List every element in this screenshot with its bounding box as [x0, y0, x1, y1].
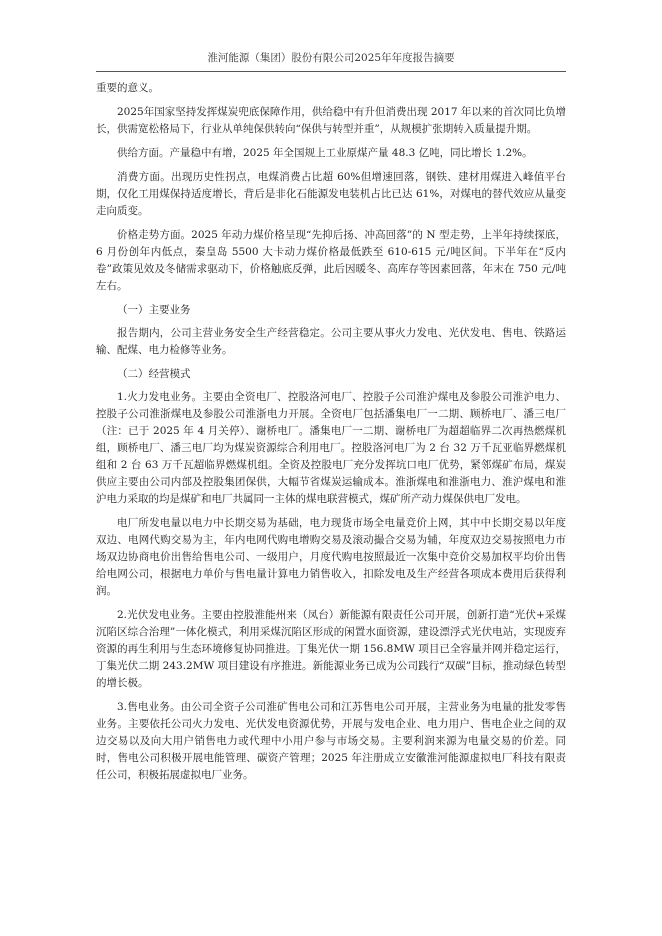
paragraph-power-trading: 电厂所发电量以电力中长期交易为基础，电力现货市场全电量竞价上网，其中中长期交易以年度双边、电网代购交易为主，年内电网代购电增购交易及滚动撮合交易为辅，年度双边交易按照电力市场双边协商电价出售给售电公司、一级用户，月度代购电按照最近一次集中竞价交易加权平均价出售给电网公司，根据电力单价与售电量计算电力销售收入，扣除发电及生产经营各项成本费用后获得利润。 — [96, 517, 566, 597]
document-body — [96, 80, 566, 791]
section-heading-main-business: （一）主要业务 — [117, 304, 191, 316]
paragraph-consumption: 消费方面。出现历史性拐点，电煤消费占比超 60%但增速回落，钢铁、建材用煤进入峰值平台期，仅化工用煤保持适度增长，背后是非化石能源发电装机占比已达 61%，对煤电的替代效应从量变走向质变。 — [96, 171, 566, 217]
section-heading-business-model: （二）经营模式 — [117, 368, 191, 380]
paragraph-main-business: 报告期内，公司主营业务安全生产经营稳定。公司主要从事火力发电、光伏发电、售电、铁路运输、配煤、电力检修等业务。 — [96, 327, 566, 356]
paragraph-price-trend: 价格走势方面。2025 年动力煤价格呈现“先抑后扬、冲高回落”的 N 型走势，上半年持续探底，6 月份创年内低点，秦皇岛 5500 大卡动力煤价格最低跌至 610-615 元/吨区间。下半年在“反内卷”政策见效及冬储需求驱动下，价格触底反弹，此后因暖冬、高库存等因素回落，年末在 750 元/吨左右。 — [96, 229, 566, 292]
page-header — [96, 50, 566, 72]
paragraph-continuation: 重要的意义。 — [96, 82, 159, 94]
paragraph-electricity-sales: 3.售电业务。由公司全资子公司淮矿售电公司和江苏售电公司开展，主营业务为电量的批发零售业务。主要依托公司火力发电、光伏发电资源优势，开展与发电企业、电力用户、售电企业之间的双边交易以及向大用户销售电力或代理中小用户参与市场交易。主要利润来源为电量交易的价差。同时，售电公司积极开展电能管理、碳资产管理；2025 年注册成立安徽淮河能源虚拟电厂科技有限责任公司，积极拓展虚拟电厂业务。 — [96, 701, 566, 781]
report-title: 淮河能源（集团）股份有限公司2025年年度报告摘要 — [207, 52, 455, 64]
paragraph-thermal-power: 1.火力发电业务。主要由全资电厂、控股洛河电厂、控股子公司淮沪煤电及参股公司淮沪电力、控股子公司淮浙煤电及参股公司淮浙电力开展。全资电厂包括潘集电厂一二期、顾桥电厂、潘三电厂（注：已于 2025 年 4 月关停）、谢桥电厂。潘集电厂一二期、谢桥电厂为超超临界二次再热燃煤机组，顾桥电厂、潘三电厂均为煤炭资源综合利用电厂。控股洛河电厂为 2 台 32 万千瓦亚临界燃煤机组和 2 台 63 万千瓦超临界燃煤机组。全资及控股电厂充分发挥坑口电厂优势，紧邻煤矿布局，煤炭供应主要由公司内部及控股集团保供，大幅节省煤炭运输成本。淮浙煤电和淮浙电力、淮沪煤电和淮沪电力采取的均是煤矿和电厂共属同一主体的煤电联营模式，煤矿所产动力煤保供电厂发电。 — [96, 391, 566, 505]
paragraph-industry-overview: 2025年国家坚持发挥煤炭兜底保障作用，供给稳中有升但消费出现 2017 年以来的首次同比负增长，供需宽松格局下，行业从单纯保供转向“保供与转型并重”，从规模扩张期转入质量提升期。 — [96, 106, 566, 135]
paragraph-solar-power: 2.光伏发电业务。主要由控股淮能州来（凤台）新能源有限责任公司开展，创新打造“光伏+采煤沉陷区综合治理”一体化模式，利用采煤沉陷区形成的闲置水面资源，建设漂浮式光伏电站，实现废弃资源的再生利用与生态环境修复协同推进。丁集光伏一期 156.8MW 项目已全容量并网并稳定运行，丁集光伏二期 243.2MW 项目建设有序推进。新能源业务已成为公司践行“双碳”目标，推动绿色转型的增长极。 — [96, 609, 566, 689]
paragraph-supply: 供给方面。产量稳中有增，2025 年全国规上工业原煤产量 48.3 亿吨，同比增长 1.2%。 — [117, 147, 533, 159]
